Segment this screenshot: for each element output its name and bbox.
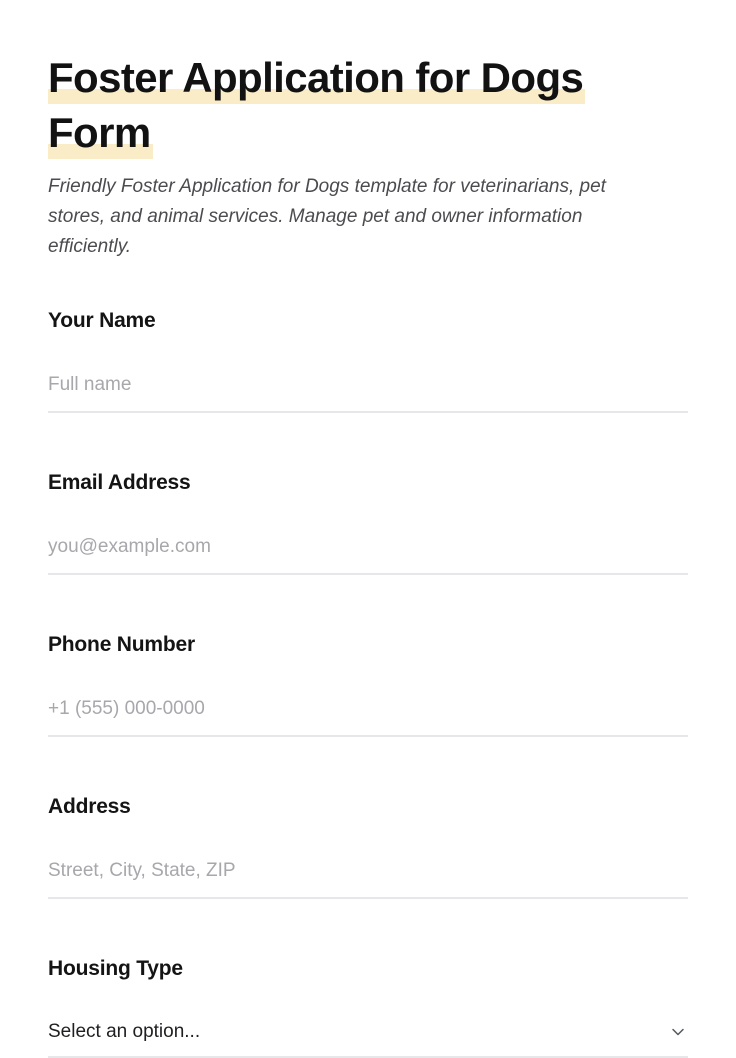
chevron-down-icon: [669, 1023, 687, 1041]
housing-type-selected-value: Select an option...: [48, 1021, 201, 1042]
email-address-label: Email Address: [48, 471, 191, 494]
phone-number-label: Phone Number: [48, 633, 195, 656]
field-email-address: [48, 472, 688, 575]
address-label: Address: [48, 795, 131, 818]
your-name-label: Your Name: [48, 309, 156, 332]
form-description: Friendly Foster Application for Dogs template for veterinarians, pet stores, and animal services. Manage pet and owner information efficiently.: [48, 176, 606, 257]
address-input[interactable]: [48, 838, 688, 899]
field-phone-number: [48, 634, 688, 737]
field-your-name: [48, 310, 688, 413]
field-housing-type: [48, 958, 688, 1058]
form-fields: [48, 310, 688, 1058]
housing-type-label: Housing Type: [48, 957, 183, 980]
field-address: [48, 796, 688, 899]
page-title-line-1: Foster Application for Dogs: [48, 50, 585, 105]
email-input[interactable]: [48, 514, 688, 575]
phone-input[interactable]: [48, 676, 688, 737]
page-title: [48, 50, 688, 160]
full-name-input[interactable]: [48, 352, 688, 413]
page-title-line-2: Form: [48, 105, 153, 160]
housing-type-select[interactable]: [48, 1000, 688, 1058]
